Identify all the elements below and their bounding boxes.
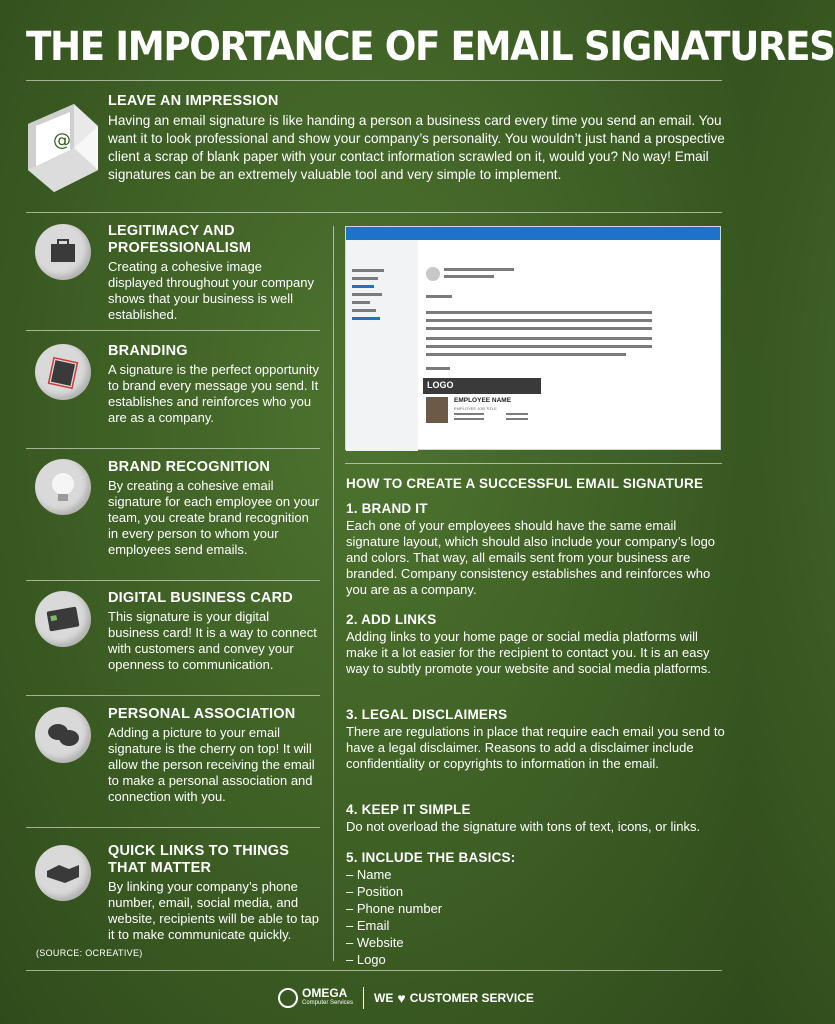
divider [26,695,320,696]
item-text: This signature is your digital business card! It is a way to connect with customers and convey your openness to communication. [108,609,317,672]
step-heading: 1. BRAND IT [346,501,428,516]
list-item [108,843,320,943]
how-to-heading [346,475,726,492]
avatar [426,397,448,423]
list-item [346,706,726,772]
list-item [346,801,726,835]
item-heading: BRAND RECOGNITION [108,459,271,475]
item-text: A signature is the perfect opportunity to brand every message you send. It establishes and reinforces who you are as a company. [108,362,320,425]
chat-bubbles-icon [35,707,91,763]
step-heading: 2. ADD LINKS [346,612,437,627]
heart-icon: ♥ [397,990,406,1006]
brand-name: OMEGA [302,986,348,1000]
divider [345,463,722,464]
item-text: Adding a picture to your email signature is the cherry on top! It will allow the person receiving the email to make a personal association and connection with you. [108,725,315,804]
basics-item: – Phone number [346,901,443,916]
list-item [108,590,320,673]
mockup-employee-name: EMPLOYEE NAME [454,397,512,404]
brand-subtitle: Computer Services [302,1000,354,1006]
step-text: Do not overload the signature with tons of text, icons, or links. [346,819,701,834]
mockup-logo-bar [423,378,541,394]
item-heading: LEGITIMACY AND PROFESSIONALISM [108,223,252,256]
item-heading: DIGITAL BUSINESS CARD [108,590,293,606]
mockup-job-title: EMPLOYEE JOB TITLE [454,406,497,411]
step-heading: 4. KEEP IT SIMPLE [346,802,471,817]
business-card-icon [35,591,91,647]
list-item [108,223,320,323]
list-item [346,611,726,677]
item-text: Creating a cohesive image displayed throughout your company shows that your business is well established. [108,259,314,322]
basics-item: – Email [346,918,390,933]
column-divider [333,226,334,961]
intro-heading: LEAVE AN IMPRESSION [108,93,279,109]
we-label: WE [374,991,394,1005]
item-heading: BRANDING [108,343,188,359]
tagline: CUSTOMER SERVICE [409,991,534,1005]
source-note: (SOURCE: OCREATIVE) [36,948,143,958]
svg-text:@: @ [53,130,71,151]
mockup-toolbar [346,227,720,240]
list-item [346,500,726,598]
footer-divider [363,987,364,1009]
step-text: Each one of your employees should have the same email signature layout, which should also include your company’s logo and colors. That way, all emails sent from your business are branded. Company consistency establishes and reinforces who you are as a company. [346,518,716,597]
lightbulb-icon [35,459,91,515]
basics-item: – Position [346,884,404,899]
divider [26,827,320,828]
email-signature-mockup [345,226,721,450]
item-text: By creating a cohesive email signature for each employee on your team, you create brand recognition in every person to whom your employees send emails. [108,478,320,557]
list-item [108,706,320,805]
step-text: There are regulations in place that require each email you send to have a legal disclaimer. Reasons to add a disclaimer include confidentiality or copyrights to information in the email. [346,724,725,771]
item-heading: PERSONAL ASSOCIATION [108,706,296,722]
basics-item: – Website [346,935,404,950]
globe-icon [278,988,298,1008]
how-to-title: HOW TO CREATE A SUCCESSFUL EMAIL SIGNATURE [346,476,704,491]
divider [26,80,722,81]
list-item [108,459,320,558]
list-item [108,343,320,426]
briefcase-icon [35,224,91,280]
intro-text: Having an email signature is like handing a person a business card every time you send an email. You want it to look professional and show your company’s personality. You wouldn’t just hand a prospective client a scrap of blank paper with your contact information scrawled on it, would you? No way! Email signatures can be an extremely valuable tool and very simple to implement. [108,113,725,182]
basics-item: – Logo [346,952,386,967]
basics-item: – Name [346,867,392,882]
divider [26,448,320,449]
footer [278,986,534,1010]
divider [26,212,722,213]
envelope-icon [24,96,102,196]
divider [26,580,320,581]
mockup-logo: LOGO [427,380,454,390]
item-text: By linking your company’s phone number, email, social media, and website, recipients will be able to tap it to make communicate quickly. [108,879,320,942]
item-heading: QUICK LINKS TO THINGS THAT MATTER [108,843,290,876]
divider [26,330,320,331]
step-heading: 5. INCLUDE THE BASICS: [346,850,516,865]
brand-shape-icon [35,344,91,400]
step-text: Adding links to your home page or social media platforms will make it a lot easier for the recipient to contact you. It is an easy way to subtly promote your website and social media platforms. [346,629,711,676]
handshake-icon [35,845,91,901]
divider [26,970,722,971]
page-title: THE IMPORTANCE OF EMAIL SIGNATURES [26,24,835,70]
list-item [346,849,726,968]
step-heading: 3. LEGAL DISCLAIMERS [346,707,508,722]
